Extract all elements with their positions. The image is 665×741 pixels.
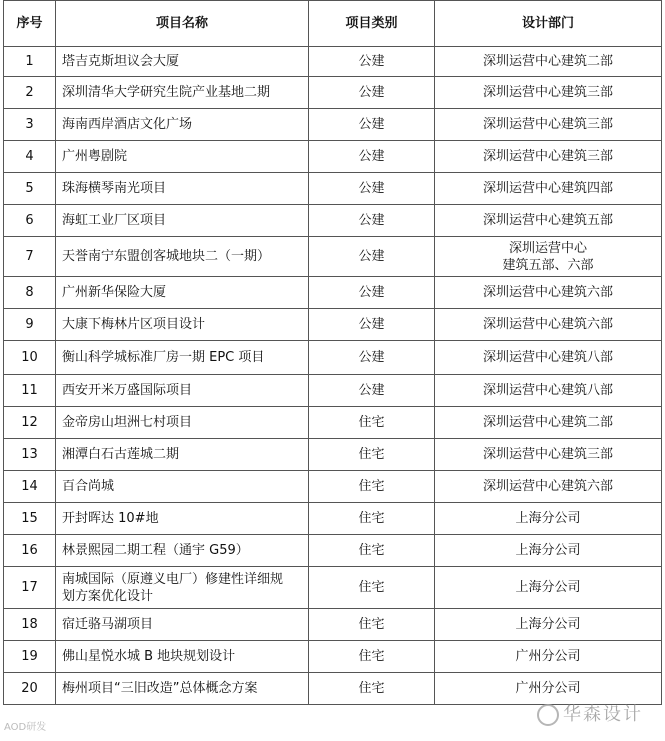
cell-no bbox=[4, 375, 56, 407]
cell-no bbox=[4, 609, 56, 641]
cell-no bbox=[4, 503, 56, 535]
cell-name bbox=[56, 641, 309, 673]
cell-no-text: 9 bbox=[25, 317, 34, 332]
cell-category bbox=[309, 641, 435, 673]
cell-category-text: 公建 bbox=[358, 350, 385, 365]
cell-name-text: 百合尚城 bbox=[62, 479, 115, 494]
cell-name-text: 广州粤剧院 bbox=[62, 149, 128, 164]
cell-no-text: 15 bbox=[21, 511, 38, 526]
cell-no bbox=[4, 109, 56, 141]
cell-department-text: 深圳运营中心建筑三部 bbox=[482, 85, 613, 100]
cell-no bbox=[4, 277, 56, 309]
cell-no bbox=[4, 641, 56, 673]
cell-department bbox=[435, 277, 662, 309]
cell-department-text: 深圳运营中心 bbox=[508, 240, 587, 256]
cell-category-text: 住宅 bbox=[358, 543, 385, 558]
cell-name-text: 佛山星悦水城 B 地块规划设计 bbox=[62, 649, 236, 664]
cell-category-text: 住宅 bbox=[358, 580, 385, 595]
cell-name bbox=[56, 567, 309, 609]
cell-name bbox=[56, 471, 309, 503]
cell-name bbox=[56, 309, 309, 341]
cell-category bbox=[309, 407, 435, 439]
cell-department-text: 上海分公司 bbox=[515, 617, 581, 632]
cell-name-text: 南城国际（原遵义电厂）修建性详细规 bbox=[62, 571, 284, 587]
cell-department bbox=[435, 641, 662, 673]
cell-name-text: 西安开米万盛国际项目 bbox=[62, 383, 193, 398]
cell-department bbox=[435, 109, 662, 141]
cell-department-text: 深圳运营中心建筑五部 bbox=[482, 213, 613, 228]
cell-no-text: 7 bbox=[25, 249, 34, 264]
watermark-logo-icon bbox=[537, 704, 559, 726]
cell-name-text: 广州新华保险大厦 bbox=[62, 285, 167, 300]
table-row bbox=[4, 439, 662, 471]
table-row bbox=[4, 407, 662, 439]
cell-department bbox=[435, 205, 662, 237]
cell-category-text: 住宅 bbox=[358, 617, 385, 632]
cell-no-text: 5 bbox=[25, 181, 34, 196]
cell-department-text: 上海分公司 bbox=[515, 511, 581, 526]
cell-department-text: 深圳运营中心建筑三部 bbox=[482, 447, 613, 462]
cell-department bbox=[435, 375, 662, 407]
cell-category-text: 公建 bbox=[358, 249, 385, 264]
cell-category-text: 公建 bbox=[358, 181, 385, 196]
cell-no-text: 19 bbox=[21, 649, 38, 664]
cell-no-text: 18 bbox=[21, 617, 38, 632]
cell-name bbox=[56, 141, 309, 173]
cell-name-text: 林景熙园二期工程（通宇 G59） bbox=[62, 543, 249, 558]
cell-department-text: 深圳运营中心建筑六部 bbox=[482, 317, 613, 332]
cell-department-text: 广州分公司 bbox=[515, 681, 581, 696]
cell-no-text: 14 bbox=[21, 479, 38, 494]
cell-name-text: 海虹工业厂区项目 bbox=[62, 213, 167, 228]
cell-name bbox=[56, 673, 309, 705]
cell-name bbox=[56, 503, 309, 535]
cell-name bbox=[56, 341, 309, 375]
watermark-text: 华森设计 bbox=[563, 704, 643, 725]
cell-category-text: 公建 bbox=[358, 213, 385, 228]
watermark-left bbox=[4, 718, 46, 733]
cell-department bbox=[435, 77, 662, 109]
cell-no-text: 3 bbox=[25, 117, 34, 132]
cell-no-text: 1 bbox=[25, 54, 34, 69]
cell-name bbox=[56, 173, 309, 205]
cell-category bbox=[309, 609, 435, 641]
cell-category-text: 住宅 bbox=[358, 447, 385, 462]
cell-name-text: 开封晖达 10#地 bbox=[62, 511, 159, 526]
cell-category bbox=[309, 237, 435, 277]
projects-table bbox=[3, 0, 662, 705]
table-row bbox=[4, 309, 662, 341]
table-header-row bbox=[4, 1, 662, 47]
cell-name-text: 海南西岸酒店文化广场 bbox=[62, 117, 193, 132]
cell-no bbox=[4, 47, 56, 77]
cell-no bbox=[4, 567, 56, 609]
cell-name-text-line2: 划方案优化设计 bbox=[62, 588, 154, 604]
cell-department bbox=[435, 47, 662, 77]
table-row bbox=[4, 471, 662, 503]
cell-no bbox=[4, 535, 56, 567]
watermark-left-text: AOD研发 bbox=[4, 722, 47, 733]
table-row bbox=[4, 609, 662, 641]
cell-category bbox=[309, 77, 435, 109]
cell-no bbox=[4, 173, 56, 205]
cell-no-text: 2 bbox=[25, 85, 34, 100]
table-row bbox=[4, 503, 662, 535]
cell-no bbox=[4, 341, 56, 375]
table-row bbox=[4, 141, 662, 173]
table-row bbox=[4, 567, 662, 609]
cell-no bbox=[4, 439, 56, 471]
cell-category-text: 公建 bbox=[358, 149, 385, 164]
cell-department-text: 深圳运营中心建筑六部 bbox=[482, 285, 613, 300]
table-row bbox=[4, 173, 662, 205]
cell-no bbox=[4, 237, 56, 277]
cell-category bbox=[309, 141, 435, 173]
cell-department bbox=[435, 141, 662, 173]
cell-category bbox=[309, 375, 435, 407]
cell-name bbox=[56, 439, 309, 471]
cell-name bbox=[56, 205, 309, 237]
cell-department-text: 深圳运营中心建筑二部 bbox=[482, 54, 613, 69]
cell-no bbox=[4, 77, 56, 109]
watermark bbox=[537, 700, 643, 726]
header-department: 设计部门 bbox=[435, 1, 662, 47]
cell-category bbox=[309, 535, 435, 567]
cell-category bbox=[309, 277, 435, 309]
cell-category-text: 公建 bbox=[358, 117, 385, 132]
cell-name-text: 深圳清华大学研究生院产业基地二期 bbox=[62, 85, 271, 100]
cell-department bbox=[435, 341, 662, 375]
table-row bbox=[4, 277, 662, 309]
cell-category-text: 公建 bbox=[358, 383, 385, 398]
cell-no bbox=[4, 407, 56, 439]
cell-department-text: 深圳运营中心建筑八部 bbox=[482, 383, 613, 398]
cell-no bbox=[4, 141, 56, 173]
cell-category bbox=[309, 109, 435, 141]
cell-category-text: 住宅 bbox=[358, 415, 385, 430]
cell-category bbox=[309, 205, 435, 237]
cell-name-text: 梅州项目“三旧改造”总体概念方案 bbox=[62, 681, 258, 696]
cell-no-text: 4 bbox=[25, 149, 34, 164]
table-row bbox=[4, 375, 662, 407]
cell-no bbox=[4, 205, 56, 237]
cell-department-text: 上海分公司 bbox=[515, 580, 581, 595]
cell-no-text: 16 bbox=[21, 543, 38, 558]
cell-department-text: 深圳运营中心建筑三部 bbox=[482, 117, 613, 132]
cell-department bbox=[435, 471, 662, 503]
cell-department bbox=[435, 503, 662, 535]
cell-name bbox=[56, 407, 309, 439]
cell-category bbox=[309, 673, 435, 705]
cell-no-text: 10 bbox=[21, 350, 38, 365]
cell-name-text: 衡山科学城标准厂房一期 EPC 项目 bbox=[62, 350, 265, 365]
cell-name bbox=[56, 609, 309, 641]
table-row bbox=[4, 77, 662, 109]
table-row bbox=[4, 341, 662, 375]
table-row bbox=[4, 47, 662, 77]
cell-department bbox=[435, 173, 662, 205]
table-row bbox=[4, 237, 662, 277]
cell-name-text: 宿迁骆马湖项目 bbox=[62, 617, 154, 632]
cell-no bbox=[4, 471, 56, 503]
cell-no bbox=[4, 673, 56, 705]
cell-department bbox=[435, 439, 662, 471]
cell-category bbox=[309, 309, 435, 341]
table-row bbox=[4, 205, 662, 237]
cell-department bbox=[435, 309, 662, 341]
cell-no bbox=[4, 309, 56, 341]
cell-name bbox=[56, 375, 309, 407]
cell-category bbox=[309, 341, 435, 375]
cell-no-text: 6 bbox=[25, 213, 34, 228]
cell-department-text: 深圳运营中心建筑二部 bbox=[482, 415, 613, 430]
cell-category-text: 公建 bbox=[358, 85, 385, 100]
table-row bbox=[4, 109, 662, 141]
cell-name bbox=[56, 535, 309, 567]
cell-name-text: 天誉南宁东盟创客城地块二（一期） bbox=[62, 249, 271, 264]
cell-category bbox=[309, 439, 435, 471]
cell-department-text: 深圳运营中心建筑六部 bbox=[482, 479, 613, 494]
table-row bbox=[4, 535, 662, 567]
cell-department-text: 深圳运营中心建筑八部 bbox=[482, 350, 613, 365]
cell-no-text: 8 bbox=[25, 285, 34, 300]
cell-name bbox=[56, 47, 309, 77]
cell-department bbox=[435, 407, 662, 439]
cell-department bbox=[435, 567, 662, 609]
cell-name bbox=[56, 77, 309, 109]
cell-department-text-line2: 建筑五部、六部 bbox=[502, 257, 594, 273]
cell-no-text: 13 bbox=[21, 447, 38, 462]
cell-category bbox=[309, 47, 435, 77]
cell-name-text: 塔吉克斯坦议会大厦 bbox=[62, 54, 180, 69]
cell-department bbox=[435, 237, 662, 277]
cell-category bbox=[309, 173, 435, 205]
cell-department-text: 上海分公司 bbox=[515, 543, 581, 558]
cell-category-text: 公建 bbox=[358, 285, 385, 300]
cell-category-text: 住宅 bbox=[358, 681, 385, 696]
cell-department-text: 深圳运营中心建筑三部 bbox=[482, 149, 613, 164]
cell-no-text: 12 bbox=[21, 415, 38, 430]
cell-no-text: 20 bbox=[21, 681, 38, 696]
cell-name bbox=[56, 277, 309, 309]
cell-name bbox=[56, 237, 309, 277]
cell-name-text: 珠海横琴南光项目 bbox=[62, 181, 167, 196]
cell-department-text: 广州分公司 bbox=[515, 649, 581, 664]
cell-category bbox=[309, 567, 435, 609]
cell-name-text: 金帝房山坦洲七村项目 bbox=[62, 415, 193, 430]
cell-category-text: 住宅 bbox=[358, 479, 385, 494]
cell-department-text: 深圳运营中心建筑四部 bbox=[482, 181, 613, 196]
header-name: 项目名称 bbox=[56, 1, 309, 47]
cell-no-text: 11 bbox=[21, 383, 38, 398]
table-row bbox=[4, 641, 662, 673]
cell-category-text: 住宅 bbox=[358, 511, 385, 526]
cell-category-text: 住宅 bbox=[358, 649, 385, 664]
header-no: 序号 bbox=[4, 1, 56, 47]
cell-name-text: 湘潭白石古莲城二期 bbox=[62, 447, 180, 462]
cell-category bbox=[309, 503, 435, 535]
cell-department bbox=[435, 609, 662, 641]
cell-category bbox=[309, 471, 435, 503]
cell-department bbox=[435, 535, 662, 567]
cell-name bbox=[56, 109, 309, 141]
header-category: 项目类别 bbox=[309, 1, 435, 47]
cell-name-text: 大康下梅林片区项目设计 bbox=[62, 317, 206, 332]
cell-category-text: 公建 bbox=[358, 317, 385, 332]
cell-category-text: 公建 bbox=[358, 54, 385, 69]
cell-no-text: 17 bbox=[21, 580, 38, 595]
